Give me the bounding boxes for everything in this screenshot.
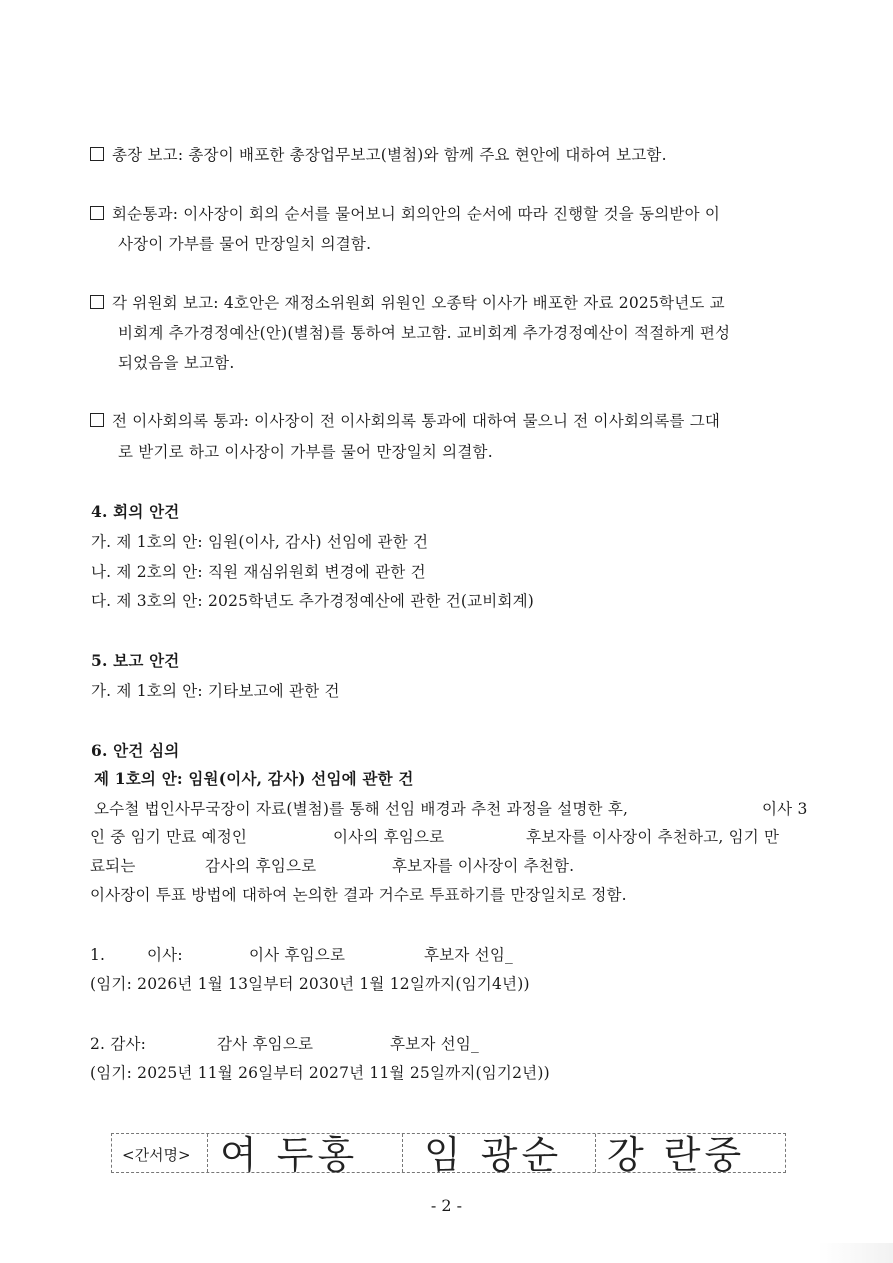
section-6-subtitle: 제 1호의 안: 임원(이사, 감사) 선임에 관한 건 xyxy=(94,769,414,788)
deliberation-text: 이사 3 xyxy=(762,800,808,818)
result-role: 2. 감사: xyxy=(90,1035,147,1053)
signature-label: <간서명> xyxy=(122,1146,191,1164)
checkbox-icon xyxy=(90,206,104,220)
signature-divider xyxy=(595,1134,596,1172)
checkbox-icon xyxy=(90,295,104,309)
section-5-title: 5. 보고 안건 xyxy=(91,651,180,670)
deliberation-text: 이사장이 투표 방법에 대하여 논의한 결과 거수로 투표하기를 만장일치로 정함. xyxy=(90,886,627,904)
item-president-report: 총장 보고: 총장이 배포한 총장업무보고(별첨)와 함께 주요 현안에 대하여 보고함. xyxy=(90,144,667,166)
section-4-title: 4. 회의 안건 xyxy=(91,502,180,521)
item-minutes-approval: 전 이사회의록 통과: 이사장이 전 이사회의록 통과에 대하여 물으니 전 이사회의록를 그대 xyxy=(90,410,720,432)
deliberation-text: 이사의 후임으로 xyxy=(333,828,445,846)
agenda-item: 나. 제 2호의 안: 직원 재심위원회 변경에 관한 건 xyxy=(91,563,426,581)
result-term: (임기: 2026년 1월 13일부터 2030년 1월 12일까지(임기4년)) xyxy=(90,975,530,993)
item-committee-report: 각 위원회 보고: 4호안은 재정소위원회 위원인 오종탁 이사가 배포한 자료 2025학년도 교 xyxy=(90,292,725,314)
page-number: - 2 - xyxy=(430,1196,463,1215)
agenda-item: 다. 제 3호의 안: 2025학년도 추가경정예산에 관한 건(교비회계) xyxy=(91,592,535,610)
section-6-title: 6. 안건 심의 xyxy=(91,741,180,760)
deliberation-text: 오수철 법인사무국장이 자료(별첨)를 통해 선임 배경과 추천 과정을 설명한 후, xyxy=(94,800,629,818)
deliberation-text: 후보자를 이사장이 추천하고, 임기 만 xyxy=(526,828,780,846)
result-number: 1. xyxy=(90,946,106,964)
result-text: 이사 후임으로 xyxy=(249,946,346,964)
item-agenda-order: 회순통과: 이사장이 회의 순서를 물어보니 회의안의 순서에 따라 진행할 것을 동의받아 이 xyxy=(90,203,720,225)
signature-divider xyxy=(207,1134,208,1172)
signature-box xyxy=(111,1133,786,1177)
deliberation-text: 후보자를 이사장이 추천함. xyxy=(392,857,575,875)
signature-1: 여 두홍 xyxy=(220,1133,359,1177)
result-term: (임기: 2025년 11월 26일부터 2027년 11월 25일까지(임기2년)) xyxy=(90,1064,550,1082)
agenda-item: 가. 제 1호의 안: 임원(이사, 감사) 선임에 관한 건 xyxy=(91,533,429,551)
deliberation-text: 인 중 임기 만료 예정인 xyxy=(90,828,248,846)
result-text: 후보자 선임_ xyxy=(424,946,513,964)
deliberation-text: 료되는 xyxy=(90,857,136,875)
item-agenda-order-cont: 사장이 가부를 물어 만장일치 의결함. xyxy=(118,235,372,253)
checkbox-icon xyxy=(90,147,104,161)
item-committee-report-cont1: 비회계 추가경정예산(안)(별첨)를 통하여 보고함. 교비회계 추가경정예산이 적절하게 편성 xyxy=(118,324,731,342)
signature-divider xyxy=(402,1134,403,1172)
signature-2: 임 광순 xyxy=(424,1133,563,1177)
report-item: 가. 제 1호의 안: 기타보고에 관한 건 xyxy=(91,682,340,700)
scan-artifact xyxy=(818,1243,893,1263)
result-text: 감사 후임으로 xyxy=(217,1035,314,1053)
item-committee-report-cont2: 되었음을 보고함. xyxy=(118,354,235,372)
signature-3: 강 란중 xyxy=(607,1133,746,1177)
item-minutes-approval-cont: 로 받기로 하고 이사장이 가부를 물어 만장일치 의결함. xyxy=(118,443,493,461)
deliberation-text: 감사의 후임으로 xyxy=(205,857,317,875)
result-text: 후보자 선임_ xyxy=(390,1035,479,1053)
checkbox-icon xyxy=(90,413,104,427)
result-role: 이사: xyxy=(147,946,183,964)
